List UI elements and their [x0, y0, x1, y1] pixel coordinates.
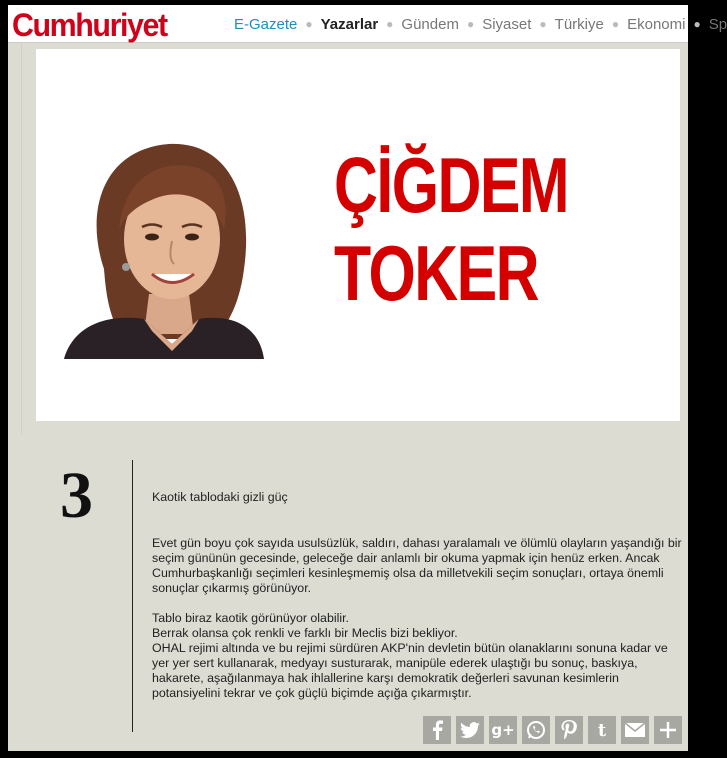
nav-separator: ● — [693, 17, 701, 31]
nav-item-ekonomi[interactable]: Ekonomi — [627, 15, 686, 33]
nav-separator: ● — [539, 17, 547, 31]
facebook-icon — [430, 720, 444, 740]
nav-item-e-gazete[interactable]: E-Gazete — [234, 15, 298, 33]
nav-separator: ● — [611, 17, 620, 31]
whatsapp-share-button[interactable] — [522, 716, 550, 744]
divider — [21, 43, 22, 434]
whatsapp-icon — [526, 720, 546, 740]
nav-separator: ● — [305, 17, 313, 31]
author-banner — [36, 49, 680, 421]
email-share-button[interactable] — [621, 716, 649, 744]
article-section — [8, 434, 688, 751]
nav-item-gundem[interactable]: Gündem — [401, 15, 459, 33]
vertical-divider — [132, 460, 133, 732]
more-icon — [659, 721, 677, 739]
author-last-name: TOKER — [334, 229, 539, 317]
main-nav — [234, 5, 727, 43]
nav-item-spor[interactable]: Sp — [708, 15, 727, 33]
article-paragraph: Evet gün boyu çok sayıda usulsüzlük, saldırı, dahası yaralamalı ve ölümlü olayların yaşandığı bir seçim gününün gecesinde, geleceğe dair anlamlı bir okuma yapmak için henüz erken. Ancak Cumhurbaşkanlığı seçimleri kesinleşmemiş olsa da milletvekili seçim sonuçları, ortaya önemli sonuçlar çıkarmış görünüyor. — [152, 536, 682, 595]
email-icon — [625, 723, 645, 737]
page-content — [8, 43, 688, 751]
article-title: Kaotik tablodaki gizli güç — [152, 490, 288, 504]
tumblr-share-button[interactable] — [588, 716, 616, 744]
article-line: Berrak olansa çok renkli ve farklı bir Meclis bizi bekliyor. — [152, 626, 458, 640]
facebook-share-button[interactable] — [423, 716, 451, 744]
cumhuriyet-logo[interactable]: Cumhuriyet — [12, 7, 167, 43]
pinterest-share-button[interactable] — [555, 716, 583, 744]
twitter-icon — [460, 722, 480, 738]
pinterest-icon — [560, 719, 578, 741]
google-plus-icon: g+ — [491, 721, 515, 739]
nav-item-siyaset[interactable]: Siyaset — [482, 15, 532, 33]
nav-item-turkiye[interactable]: Türkiye — [554, 15, 604, 33]
twitter-share-button[interactable] — [456, 716, 484, 744]
article-line: Tablo biraz kaotik görünüyor olabilir. — [152, 611, 349, 625]
author-first-name: ÇİĞDEM — [334, 141, 568, 229]
nav-separator: ● — [466, 17, 475, 31]
article-number: 3 — [60, 459, 93, 532]
tumblr-icon: t — [597, 719, 607, 741]
nav-separator: ● — [386, 17, 394, 31]
nav-item-yazarlar[interactable]: Yazarlar — [320, 15, 379, 33]
author-portrait — [64, 119, 264, 359]
article-line: OHAL rejimi altında ve bu rejimi sürdüren AKP'nin devletin bütün olanaklarını sonuna kadar ve yer yer sert kullanarak, medyayı susturarak, manipüle ederek ulaştığı bu sonuç, baskıya, hakarete, aşağılanmaya hak ihlallerine karşı demokratik değerleri savunan kesimlerin potansiyelini tekrar ve çok güçlü biçimde açığa çıkarmıştır. — [152, 641, 668, 700]
share-bar — [423, 716, 682, 744]
more-share-button[interactable] — [654, 716, 682, 744]
google-plus-share-button[interactable] — [489, 716, 517, 744]
author-name-graphic — [334, 141, 568, 317]
top-navigation-bar — [8, 5, 727, 43]
article-body — [152, 490, 682, 701]
